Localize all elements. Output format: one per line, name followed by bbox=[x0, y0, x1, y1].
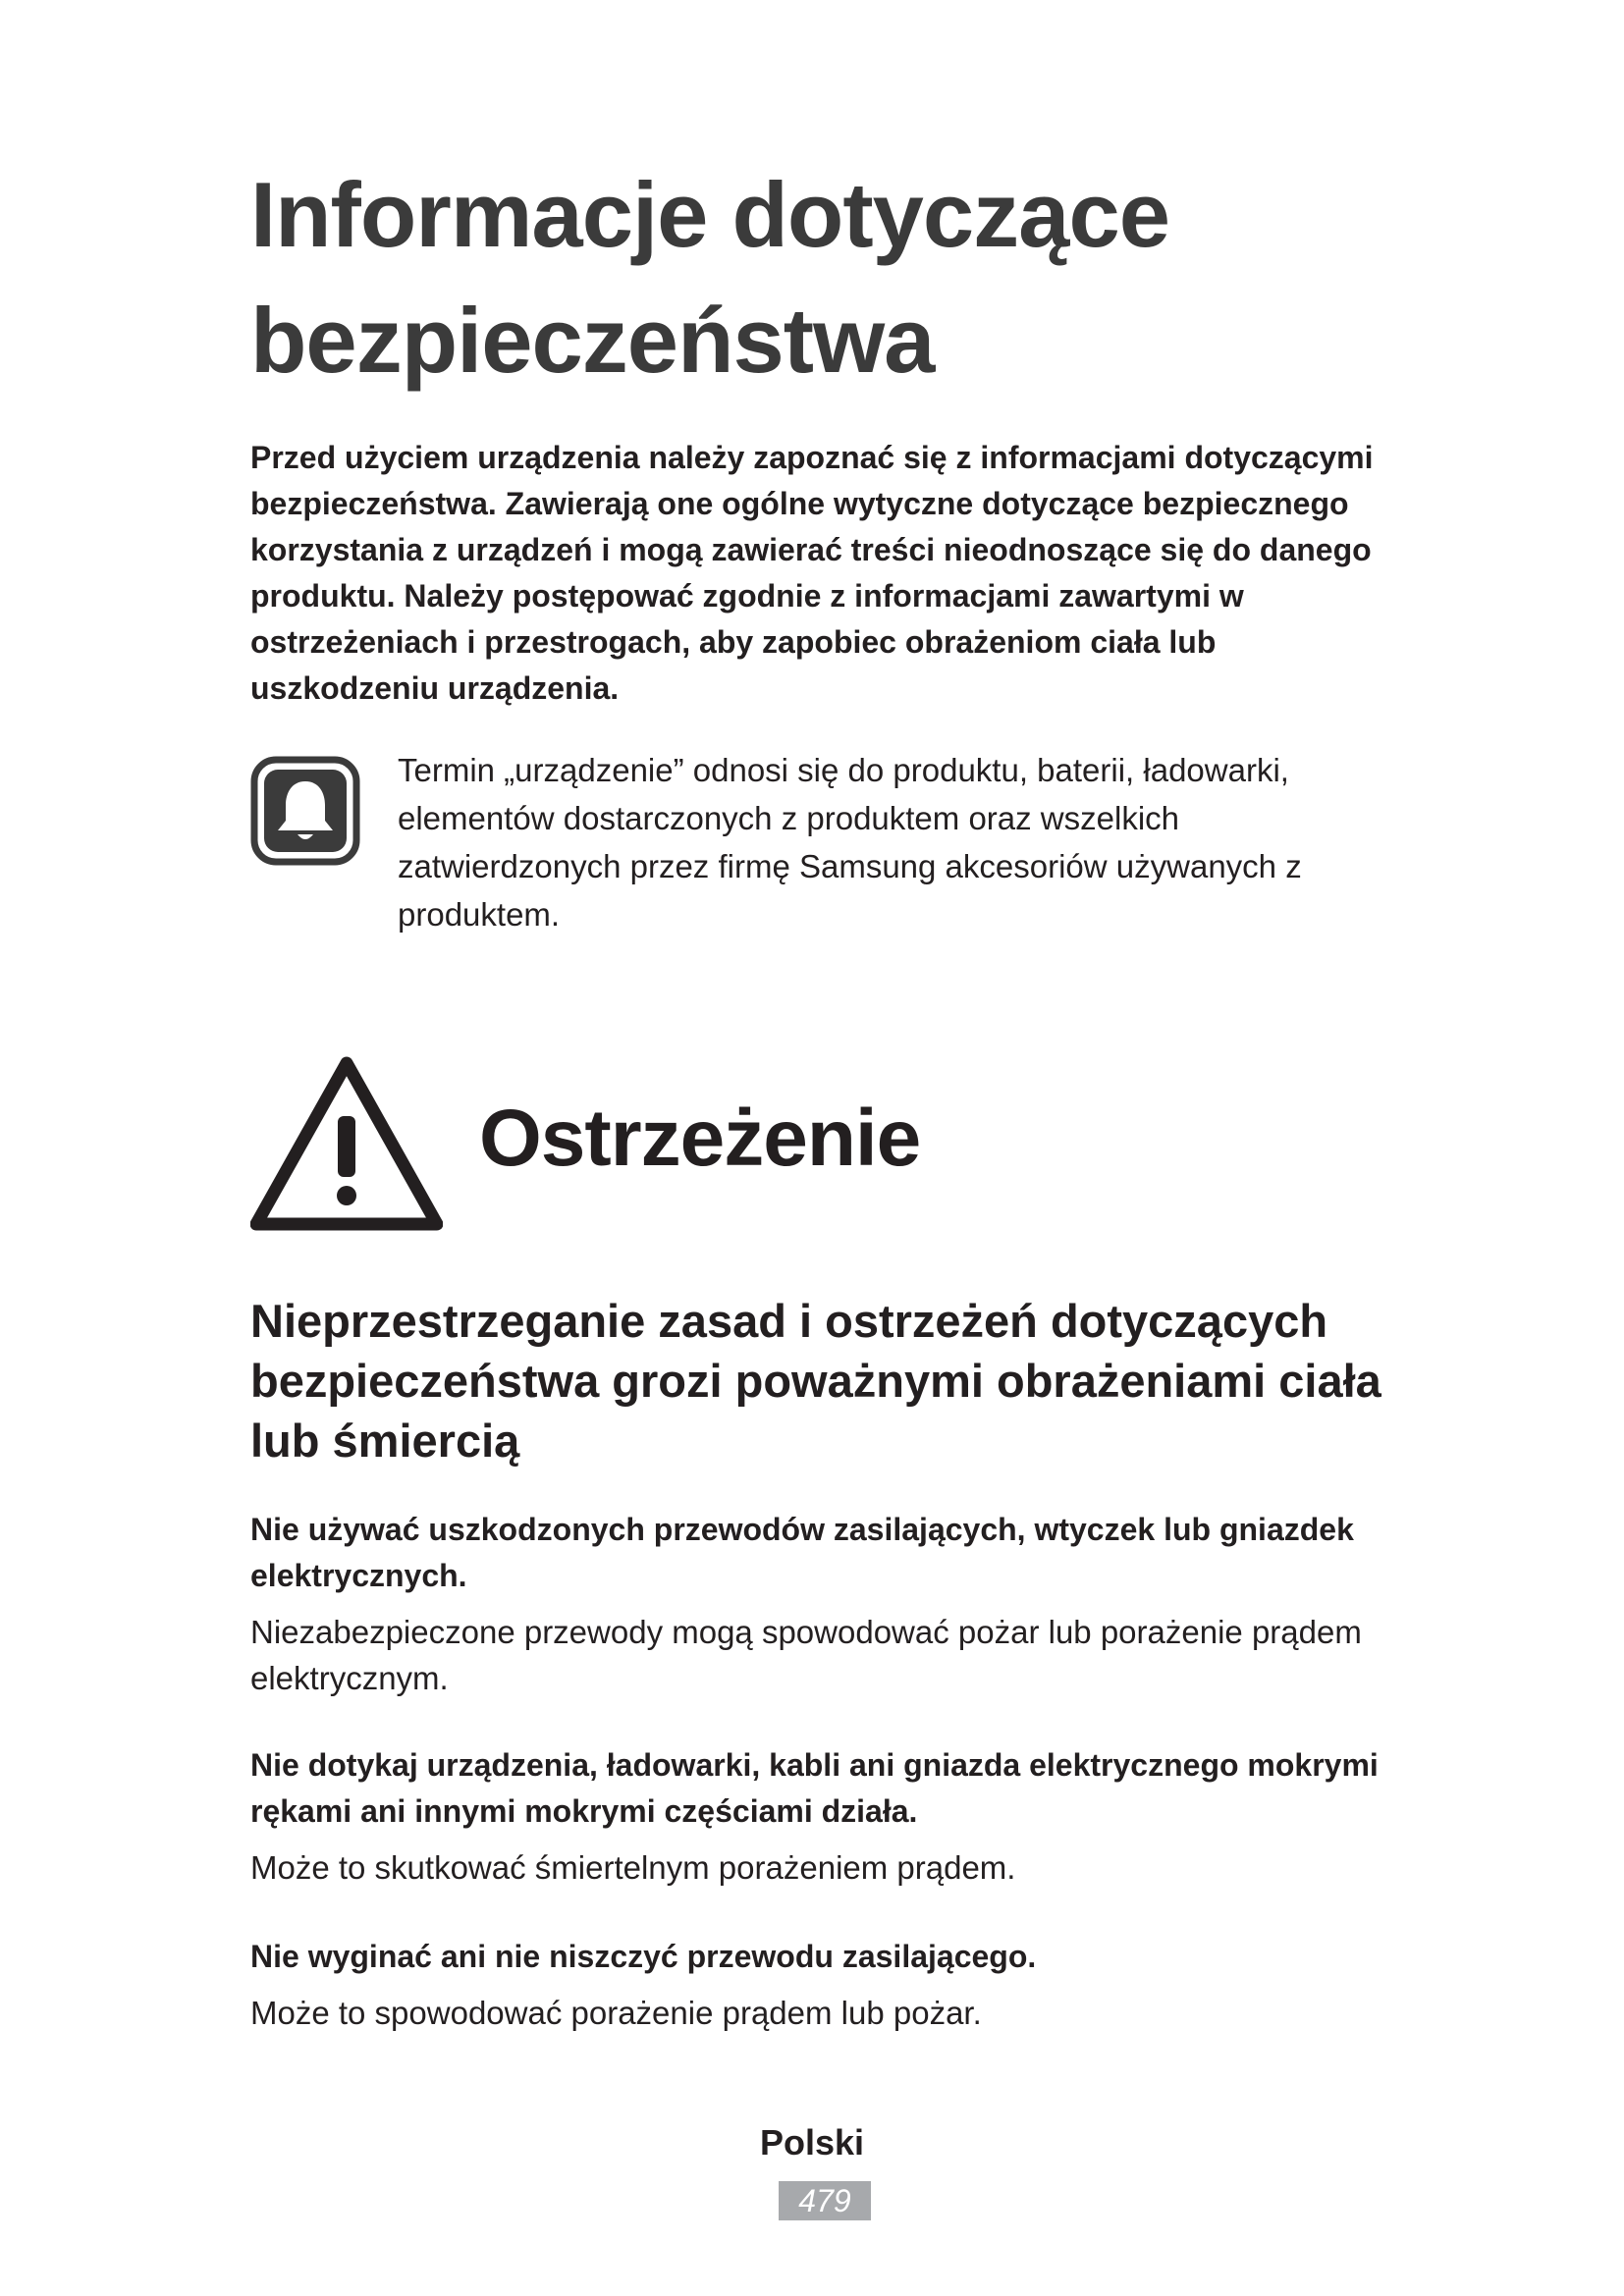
rule-description: Niezabezpieczone przewody mogą spowodować pożar lub porażenie prądem elektrycznym. bbox=[250, 1614, 1362, 1696]
section-heading: Nieprzestrzeganie zasad i ostrzeżeń dotyczących bezpieczeństwa grozi poważnymi obrażeniami ciała lub śmiercią bbox=[250, 1295, 1381, 1467]
page-title-line-1: Informacje dotyczące bbox=[250, 163, 1170, 266]
page-title bbox=[250, 152, 1429, 403]
page-title-line-2: bezpieczeństwa bbox=[250, 289, 935, 392]
safety-rule bbox=[250, 1934, 1389, 2036]
safety-rule bbox=[250, 1742, 1389, 1891]
warning-triangle-icon bbox=[250, 1055, 443, 1232]
safety-rule bbox=[250, 1507, 1389, 1701]
rule-title: Nie używać uszkodzonych przewodów zasilających, wtyczek lub gniazdek elektrycznych. bbox=[250, 1512, 1354, 1593]
rule-description: Może to skutkować śmiertelnym porażeniem prądem. bbox=[250, 1849, 1016, 1886]
note-text: Termin „urządzenie” odnosi się do produktu, baterii, ładowarki, elementów dostarczonych z produktem oraz wszelkich zatwierdzonych przez firmę Samsung akcesoriów używanych z produktem. bbox=[398, 752, 1302, 933]
warning-block bbox=[250, 1055, 1389, 1232]
intro-paragraph: Przed użyciem urządzenia należy zapoznać się z informacjami dotyczącymi bezpieczeństwa. Zawierają one ogólne wytyczne dotyczące bezpiecznego korzystania z urządzeń i mogą zawierać treści nieodnoszące się do danego produktu. Należy postępować zgodnie z informacjami zawartymi w ostrzeżeniach i przestrogach, aby zapobiec obrażeniom ciała lub uszkodzeniu urządzenia. bbox=[250, 440, 1374, 706]
warning-title: Ostrzeżenie bbox=[479, 1094, 921, 1183]
rule-title: Nie wyginać ani nie niszczyć przewodu zasilającego. bbox=[250, 1939, 1037, 1974]
rule-description: Może to spowodować porażenie prądem lub pożar. bbox=[250, 1995, 982, 2031]
rule-title: Nie dotykaj urządzenia, ładowarki, kabli ani gniazda elektrycznego mokrymi rękami ani innymi mokrymi częściami działa. bbox=[250, 1747, 1379, 1829]
page-number: 479 bbox=[779, 2181, 871, 2220]
bell-icon bbox=[250, 756, 360, 866]
footer-language: Polski bbox=[759, 2122, 865, 2163]
